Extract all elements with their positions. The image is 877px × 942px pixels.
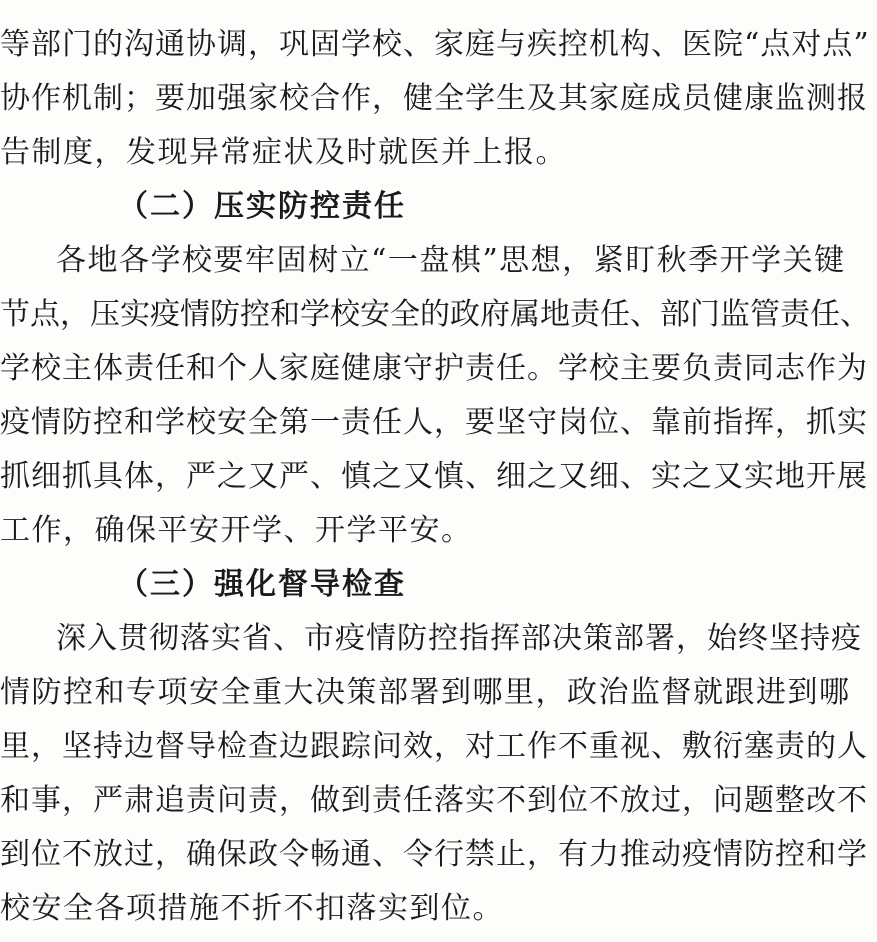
paragraph-first-line: 深入贯彻落实省、市疫情防控指挥部决策部署，始终坚持疫 [56,621,862,656]
section-heading: （二）压实防控责任 [118,189,406,224]
text-line: 协作机制；要加强家校合作，健全学生及其家庭成员健康监测报 [0,81,868,116]
text-line: 校安全各项措施不折不扣落实到位。 [0,891,504,926]
text-line: 工作，确保平安开学、开学平安。 [0,513,473,548]
text-line: 里，坚持边督导检查边跟踪问效，对工作不重视、敷衍塞责的人 [0,729,868,764]
text-line: 到位不放过，确保政令畅通、令行禁止，有力推动疫情防控和学 [0,837,868,872]
text-line: 告制度，发现异常症状及时就医并上报。 [0,135,567,170]
section-heading: （三）强化督导检查 [118,567,406,602]
text-line: 和事，严肃追责问责，做到责任落实不到位不放过，问题整改不 [0,783,868,818]
text-line: 学校主体责任和个人家庭健康守护责任。学校主要负责同志作为 [0,351,868,386]
text-line: 节点，压实疫情防控和学校安全的政府属地责任、部门监管责任、 [0,297,870,332]
text-line: 抓细抓具体，严之又严、慎之又慎、细之又细、实之又实地开展 [0,459,868,494]
text-line: 疫情防控和学校安全第一责任人，要坚守岗位、靠前指挥，抓实 [0,405,868,440]
text-line: 等部门的沟通协调，巩固学校、家庭与疾控机构、医院“点对点” [0,27,870,62]
text-line: 情防控和专项安全重大决策部署到哪里，政治监督就跟进到哪 [0,675,851,710]
paragraph-first-line: 各地各学校要牢固树立“一盘棋”思想，紧盯秋季开学关键 [56,243,846,278]
